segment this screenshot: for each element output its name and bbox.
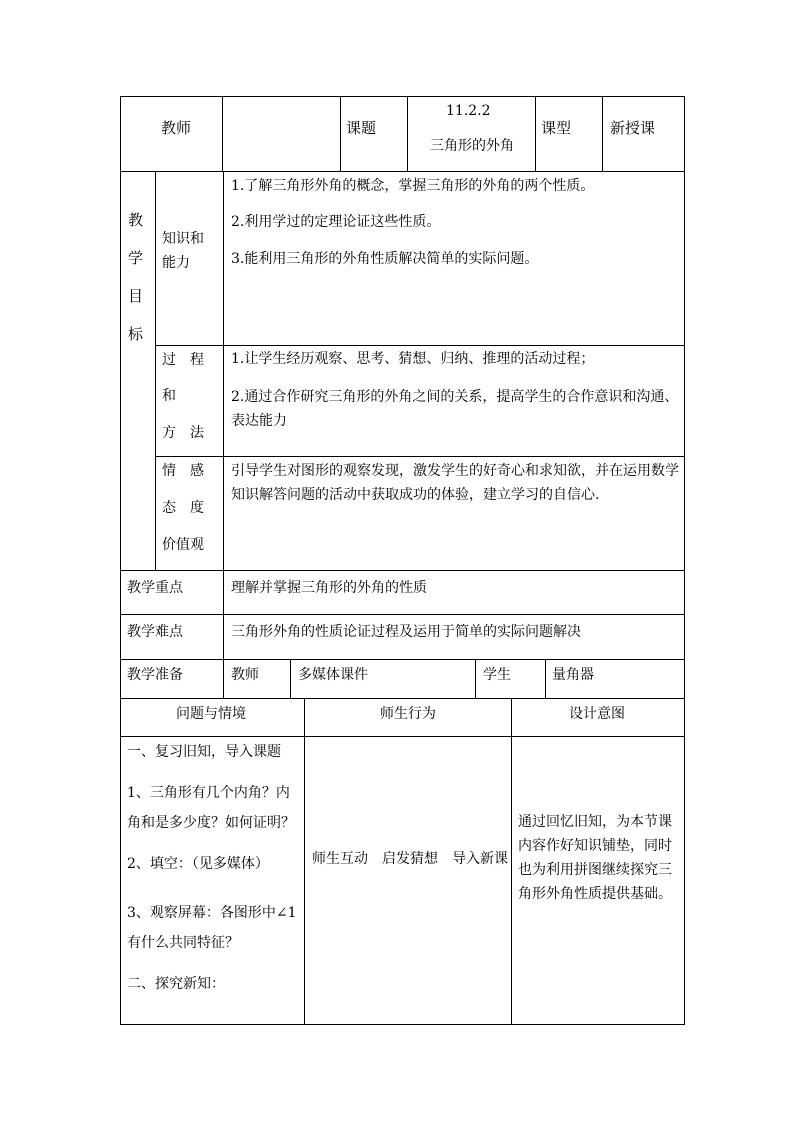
- difficulty-label: 教学难点: [127, 624, 183, 640]
- situation-item: 3、观察屏幕：各图形中∠1有什么共同特征？: [127, 905, 297, 951]
- teacher-student-action: 师生互动 启发猜想 导入新课: [312, 851, 508, 867]
- knowledge-item: 2.利用学过的定理论证这些性质。: [231, 214, 441, 230]
- emotion-label: 情 感: [162, 463, 204, 479]
- prep-teacher-value: 多媒体课件: [298, 667, 368, 683]
- process-label: 过 程: [162, 352, 204, 368]
- situation-item: 二、探究新知：: [127, 976, 225, 992]
- situation-item: 一、复习旧知，导入课题: [127, 744, 281, 760]
- process-item: 1.让学生经历观察、思考、猜想、归纳、推理的活动过程；: [231, 351, 595, 367]
- knowledge-item: 1.了解三角形外角的概念，掌握三角形的外角的两个性质。: [231, 178, 595, 194]
- knowledge-label: 能力: [162, 255, 190, 271]
- column-header: 师生行为: [380, 706, 436, 722]
- objectives-label-char: 标: [128, 325, 144, 343]
- prep-label: 教学准备: [127, 667, 183, 683]
- key-point-value: 理解并掌握三角形的外角的性质: [231, 580, 427, 596]
- topic-label: 课题: [346, 119, 377, 137]
- situation-item: 1、三角形有几个内角？内角和是多少度？如何证明？: [127, 785, 295, 831]
- teacher-label: 教师: [161, 119, 192, 137]
- emotion-label: 价值观: [162, 537, 204, 553]
- column-header: 问题与情境: [176, 706, 246, 722]
- type-label: 课型: [541, 119, 572, 137]
- prep-student-label: 学生: [483, 667, 511, 683]
- knowledge-label: 知识和: [162, 231, 204, 247]
- situation-item: 2、填空：（见多媒体）: [127, 856, 269, 872]
- objectives-label-char: 教: [128, 211, 144, 229]
- topic-number: 11.2.2: [446, 103, 491, 119]
- column-header: 设计意图: [569, 706, 625, 722]
- type-value: 新授课: [610, 119, 656, 137]
- objectives-label-char: 目: [128, 287, 144, 305]
- design-intent: 通过回忆旧知，为本节课内容作好知识铺垫，同时也为利用拼图继续探究三角形外角性质提供基础。: [518, 814, 672, 902]
- topic-title: 三角形的外角: [430, 138, 514, 154]
- emotion-text: 引导学生对图形的观察发现，激发学生的好奇心和求知欲，并在运用数学知识解答问题的活动中获取成功的体验，建立学习的自信心.: [231, 463, 679, 503]
- prep-student-value: 量角器: [552, 667, 594, 683]
- objectives-label-char: 学: [128, 249, 144, 267]
- process-item: 2.通过合作研究三角形的外角之间的关系，提高学生的合作意识和沟通、表达能力: [231, 389, 679, 429]
- prep-teacher-label: 教师: [231, 667, 259, 683]
- difficulty-value: 三角形外角的性质论证过程及运用于简单的实际问题解决: [231, 624, 581, 640]
- process-label: 和: [162, 388, 176, 404]
- process-label: 方 法: [162, 425, 204, 441]
- knowledge-item: 3.能利用三角形的外角性质解决简单的实际问题。: [231, 251, 539, 267]
- emotion-label: 态 度: [162, 500, 204, 516]
- key-point-label: 教学重点: [127, 580, 183, 596]
